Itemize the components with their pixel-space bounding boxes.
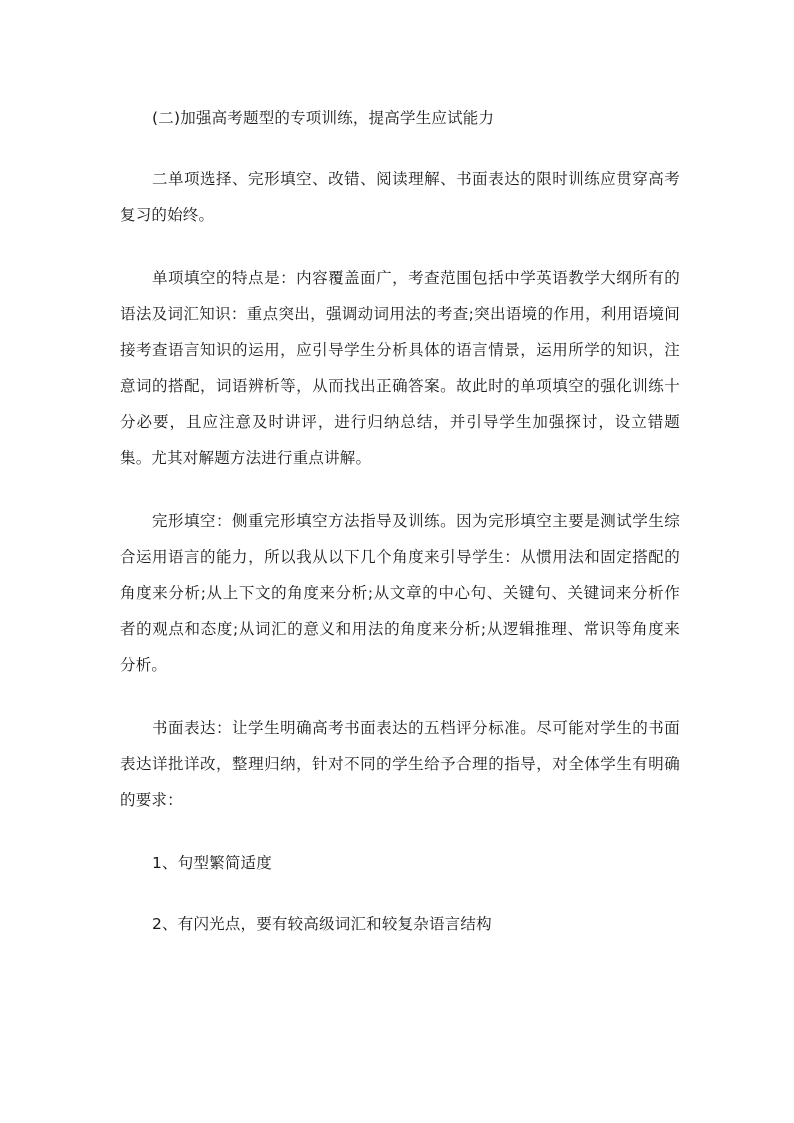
section-heading: (二)加强高考题型的专项训练，提高学生应试能力 xyxy=(152,109,495,127)
list-item-2: 2、有闪光点，要有较高级词汇和较复杂语言结构 xyxy=(152,915,492,933)
paragraph-single-choice: 单项填空的特点是：内容覆盖面广，考查范围包括中学英语教学大纲所有的语法及词汇知识：重点突出，强调动词用法的考查;突出语境的作用，利用语境间接考查语言知识的运用，应引导学生分析具体的语言情景，运用所学的知识，注意词的搭配，词语辨析等，从而找出正确答案。故此时的单项填空的强化训练十分必要，且应注意及时讲评，进行归纳总结，并引导学生加强探讨，设立错题集。尤其对解题方法进行重点讲解。 xyxy=(120,269,680,467)
paragraph-writing: 书面表达：让学生明确高考书面表达的五档评分标准。尽可能对学生的书面表达详批详改，整理归纳，针对不同的学生给予合理的指导，对全体学生有明确的要求： xyxy=(120,719,680,809)
paragraph-cloze: 完形填空：侧重完形填空方法指导及训练。因为完形填空主要是测试学生综合运用语言的能力，所以我从以下几个角度来引导学生：从惯用法和固定搭配的角度来分析;从上下文的角度来分析;从文章的中心句、关键句、关键词来分析作者的观点和态度;从词汇的意义和用法的角度来分析;从逻辑推理、常识等角度来分析。 xyxy=(120,512,680,674)
document-body xyxy=(120,100,680,967)
paragraph-timed-training: 二单项选择、完形填空、改错、阅读理解、书面表达的限时训练应贯穿高考复习的始终。 xyxy=(120,170,680,224)
list-item-1: 1、句型繁简适度 xyxy=(152,854,272,872)
